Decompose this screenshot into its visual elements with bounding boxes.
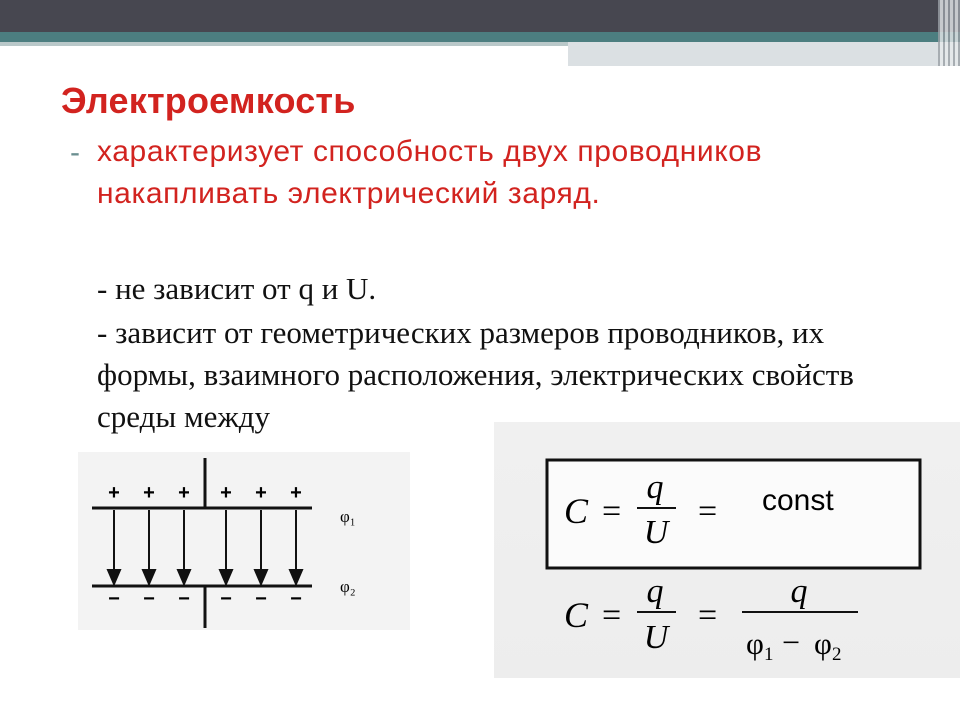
formula2-u: U: [643, 619, 669, 656]
formula2-minus: −: [782, 624, 801, 660]
capacitance-formulas: [494, 422, 960, 678]
formula2-sub2: 2: [832, 644, 842, 665]
point-dependence: - зависит от геометрических размеров проводников, их формы, взаимного расположения, электрических свойств среды между: [97, 315, 854, 434]
formula2-c: C: [564, 595, 589, 635]
phi1-label: φ₁: [340, 507, 356, 526]
formula2-q: q: [646, 573, 664, 610]
formula1-eq2: =: [698, 493, 718, 530]
formula2-q-numerator: q: [790, 573, 808, 610]
formula1-c: C: [564, 491, 589, 531]
slide-light-bar: [568, 42, 960, 66]
capacitor-diagram: [78, 452, 410, 630]
formula1-q: q: [646, 469, 664, 506]
formula2-eq1: =: [602, 597, 622, 634]
slide-top-bar: [0, 0, 960, 32]
minus-sign: −: [178, 588, 190, 610]
formula1-eq1: =: [602, 493, 622, 530]
minus-sign: −: [143, 588, 155, 610]
minus-sign: −: [290, 588, 302, 610]
field-line-arrows: [108, 510, 302, 584]
formula2-eq2: =: [698, 597, 718, 634]
minus-sign: −: [255, 588, 267, 610]
plus-sign: +: [220, 482, 232, 504]
minus-sign: −: [220, 588, 232, 610]
formula2-sub1: 1: [764, 644, 774, 665]
plus-sign: +: [178, 482, 190, 504]
formula1-const: const: [762, 484, 834, 517]
minus-sign: −: [108, 588, 120, 610]
slide-accent-bar: [0, 32, 960, 42]
plus-sign: +: [108, 482, 120, 504]
formula1-u: U: [643, 514, 669, 551]
formula2-phi2: φ: [814, 626, 832, 661]
plus-sign: +: [143, 482, 155, 504]
slide-title: Электроемкость: [61, 80, 356, 121]
phi2-label: φ₂: [340, 577, 356, 596]
bullet-dash: -: [70, 136, 80, 169]
point-independence: - не зависит от q и U.: [97, 271, 377, 306]
formula2-phi1: φ: [746, 626, 764, 661]
plus-sign: +: [290, 482, 302, 504]
slide-accent-strip: [0, 42, 568, 46]
definition-text: характеризует способность двух проводников накапливать электрический заряд.: [97, 135, 763, 210]
plus-sign: +: [255, 482, 267, 504]
slide-edge-texture: [938, 0, 960, 66]
